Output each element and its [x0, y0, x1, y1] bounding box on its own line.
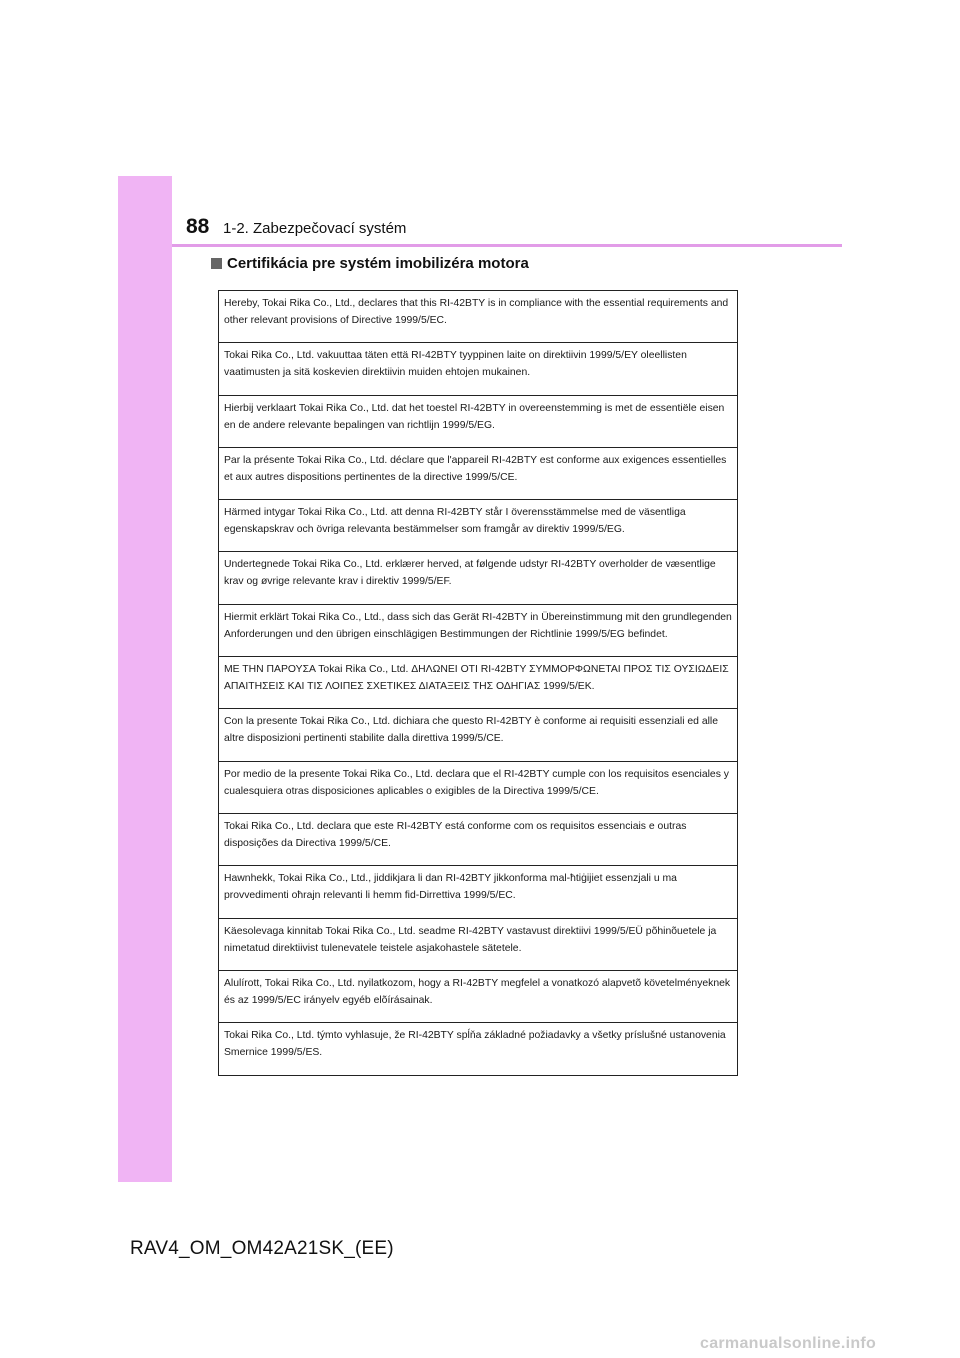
watermark: carmanualsonline.info: [700, 1335, 877, 1352]
declarations-table: [218, 290, 738, 1076]
declaration-row-english: Hereby, Tokai Rika Co., Ltd., declares that this RI-42BTY is in compliance with the essential requirements and other relevant provisions of Directive 1999/5/EC.: [219, 291, 737, 343]
declaration-row-spanish: Por medio de la presente Tokai Rika Co., Ltd. declara que el RI-42BTY cumple con los requisitos esenciales y cualesquiera otras disposiciones aplicables o exigibles de la Directiva 1999/5/CE.: [219, 762, 737, 814]
page-number: 88: [186, 215, 210, 238]
square-bullet-icon: [211, 258, 222, 269]
declaration-row-french: Par la présente Tokai Rika Co., Ltd. déclare que l'appareil RI-42BTY est conforme aux exigences essentielles et aux autres dispositions pertinentes de la directive 1999/5/CE.: [219, 448, 737, 500]
declaration-row-maltese: Hawnhekk, Tokai Rika Co., Ltd., jiddikjara li dan RI-42BTY jikkonforma mal-ħtiġijiet essenzjali u ma provvedimenti oħrajn relevanti li hemm fid-Dirrettiva 1999/5/EC.: [219, 866, 737, 918]
header-divider: [172, 244, 842, 247]
declaration-row-greek: ΜΕ ΤΗΝ ΠΑΡΟΥΣΑ Tokai Rika Co., Ltd. ΔΗΛΩΝΕΙ ΟΤΙ RI-42BTY ΣΥΜΜΟΡΦΩΝΕΤΑΙ ΠΡΟΣ ΤΙΣ ΟΥΣΙΩΔΕΙΣ ΑΠΑΙΤΗΣΕΙΣ ΚΑΙ ΤΙΣ ΛΟΙΠΕΣ ΣΧΕΤΙΚΕΣ ΔΙΑΤΑΞΕΙΣ ΤΗΣ ΟΔΗΓΙΑΣ 1999/5/ΕΚ.: [219, 657, 737, 709]
declaration-row-dutch: Hierbij verklaart Tokai Rika Co., Ltd. dat het toestel RI-42BTY in overeenstemming is met de essentiële eisen en de andere relevante bepalingen van richtlijn 1999/5/EG.: [219, 396, 737, 448]
declaration-row-swedish: Härmed intygar Tokai Rika Co., Ltd. att denna RI-42BTY står I överensstämmelse med de väsentliga egenskapskrav och övriga relevanta bestämmelser som framgår av direktiv 1999/5/EG.: [219, 500, 737, 552]
document-code: RAV4_OM_OM42A21SK_(EE): [130, 1238, 394, 1259]
section-heading: [211, 255, 529, 272]
declaration-row-danish: Undertegnede Tokai Rika Co., Ltd. erklærer herved, at følgende udstyr RI-42BTY overholder de væsentlige krav og øvrige relevante krav i direktiv 1999/5/EF.: [219, 552, 737, 604]
section-title: 1-2. Zabezpečovací systém: [223, 220, 407, 237]
chapter-side-tab: [118, 176, 172, 1182]
declaration-row-hungarian: Alulírott, Tokai Rika Co., Ltd. nyilatkozom, hogy a RI-42BTY megfelel a vonatkozó alapvetõ követelményeknek és az 1999/5/EC irányelv egyéb elõírásainak.: [219, 971, 737, 1023]
declaration-row-estonian: Käesolevaga kinnitab Tokai Rika Co., Ltd. seadme RI-42BTY vastavust direktiivi 1999/5/EÜ põhinõuetele ja nimetatud direktiivist tulenevatele teistele asjakohastele sätetele.: [219, 919, 737, 971]
declaration-row-german: Hiermit erklärt Tokai Rika Co., Ltd., dass sich das Gerät RI-42BTY in Übereinstimmung mit den grundlegenden Anforderungen und den übrigen einschlägigen Bestimmungen der Richtlinie 1999/5/EG befindet.: [219, 605, 737, 657]
declaration-row-finnish: Tokai Rika Co., Ltd. vakuuttaa täten että RI-42BTY tyyppinen laite on direktiivin 1999/5/EY oleellisten vaatimusten ja sitä koskevien direktiivin muiden ehtojen mukainen.: [219, 343, 737, 395]
declaration-row-italian: Con la presente Tokai Rika Co., Ltd. dichiara che questo RI-42BTY è conforme ai requisiti essenziali ed alle altre disposizioni pertinenti stabilite dalla direttiva 1999/5/CE.: [219, 709, 737, 761]
declaration-row-portuguese: Tokai Rika Co., Ltd. declara que este RI-42BTY está conforme com os requisitos essenciais e outras disposições da Directiva 1999/5/CE.: [219, 814, 737, 866]
section-heading-text: Certifikácia pre systém imobilizéra motora: [227, 255, 529, 272]
declaration-row-slovak: Tokai Rika Co., Ltd. týmto vyhlasuje, že RI-42BTY spĺňa základné požiadavky a všetky príslušné ustanovenia Smernice 1999/5/ES.: [224, 1030, 726, 1059]
